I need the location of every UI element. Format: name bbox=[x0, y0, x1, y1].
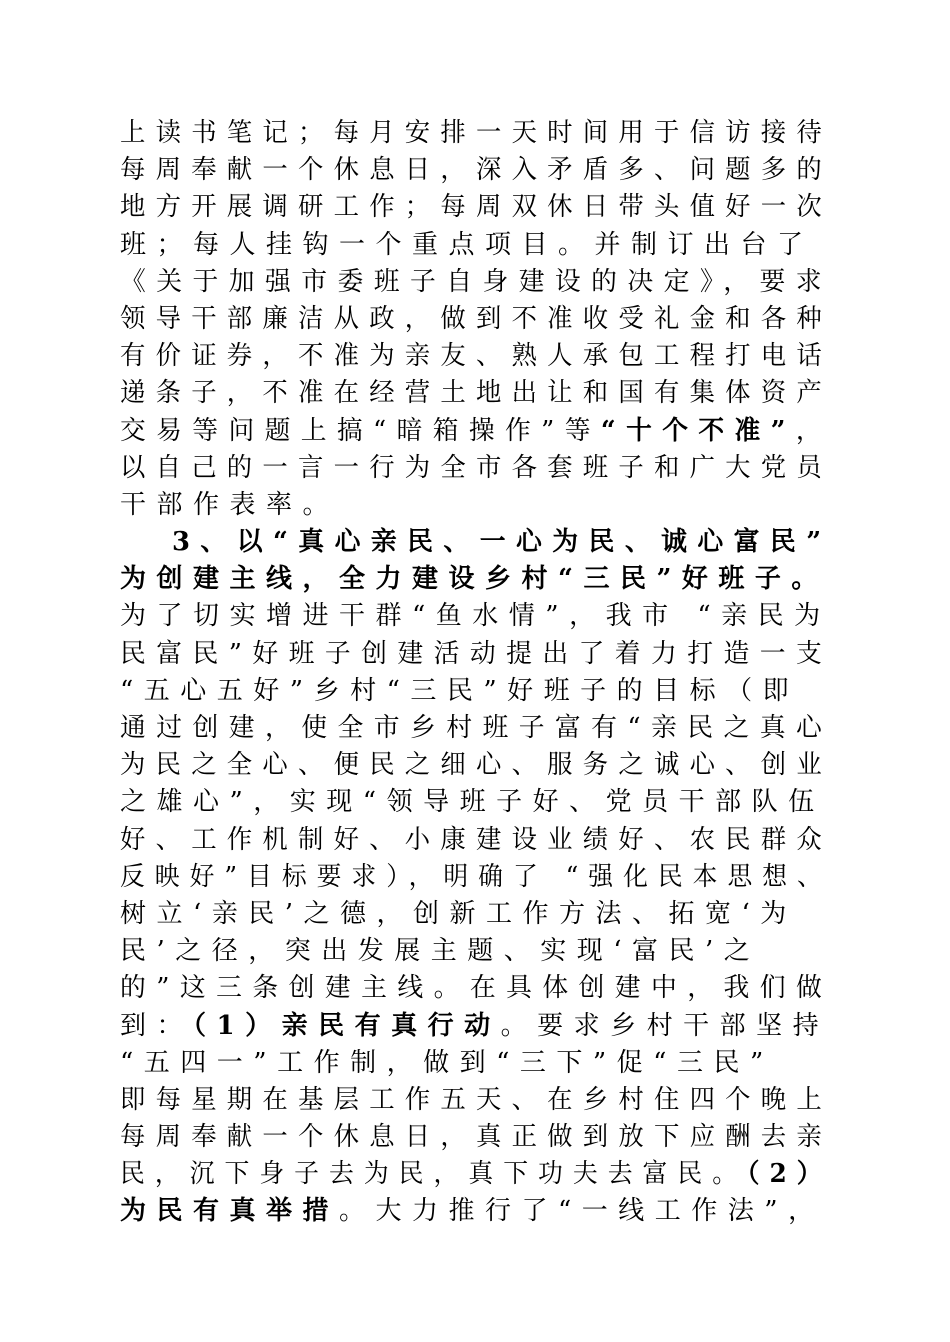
text-line bbox=[120, 933, 832, 970]
text-line bbox=[120, 450, 832, 487]
text-line bbox=[120, 301, 832, 338]
line-text bbox=[172, 524, 832, 561]
line-text bbox=[120, 152, 832, 189]
text-segment: 到： bbox=[120, 1010, 194, 1041]
line-text bbox=[120, 747, 832, 784]
text-line bbox=[120, 598, 832, 635]
text-line bbox=[120, 338, 832, 375]
line-text bbox=[120, 561, 828, 598]
text-segment: 好、工作机制好、小康建设业绩好、农民群众 bbox=[120, 824, 832, 855]
bold-text-segment: “十个不准” bbox=[600, 415, 796, 446]
text-line bbox=[120, 115, 832, 152]
line-text bbox=[120, 636, 832, 673]
text-line bbox=[120, 1193, 832, 1230]
text-line bbox=[120, 1082, 832, 1119]
text-line bbox=[120, 375, 832, 412]
line-text bbox=[120, 784, 825, 821]
text-segment: “五四一”工作制，做到“三下”促“三民” bbox=[120, 1047, 774, 1078]
bold-text-segment: （2） bbox=[747, 1159, 832, 1190]
text-segment: 以自己的一言一行为全市各套班子和广大党员 bbox=[120, 452, 832, 483]
text-segment: 民富民”好班子创建活动提出了着力打造一支 bbox=[120, 638, 833, 669]
line-text bbox=[120, 673, 799, 710]
text-segment: 通过创建，使全市乡村班子富有“亲民之真心 bbox=[120, 713, 833, 743]
text-line bbox=[120, 1119, 832, 1156]
text-line bbox=[120, 1008, 832, 1045]
text-segment: 树立‘亲民’之德，创新工作方法、拓宽‘为 bbox=[120, 898, 797, 929]
line-text bbox=[120, 970, 832, 1007]
body-text bbox=[120, 115, 832, 1231]
bold-text-segment: 3、以“真心亲民、一心为民、诚心富民” bbox=[172, 527, 832, 558]
line-text bbox=[120, 933, 760, 970]
line-text bbox=[120, 1008, 829, 1045]
text-segment: 民’之径，突出发展主题、实现‘富民’之 bbox=[120, 936, 761, 967]
line-text bbox=[120, 450, 832, 487]
text-segment: 班；每人挂钩一个重点项目。并制订出台了 bbox=[120, 229, 814, 260]
text-line bbox=[120, 822, 832, 859]
text-segment: 的”这三条创建主线。在具体创建中，我们做 bbox=[120, 973, 833, 1004]
text-line bbox=[120, 1156, 832, 1193]
bold-text-segment: 为创建主线，全力建设乡村“三民”好班子。 bbox=[120, 564, 828, 595]
text-line bbox=[120, 859, 832, 896]
text-line bbox=[120, 636, 832, 673]
line-text bbox=[120, 1045, 774, 1082]
text-line bbox=[120, 487, 832, 524]
line-text bbox=[120, 598, 831, 635]
line-text bbox=[120, 710, 832, 747]
text-segment: 即每星期在基层工作五天、在乡村住四个晚上 bbox=[120, 1084, 832, 1115]
text-segment: 民，沉下身子去为民，真下功夫去富民。 bbox=[120, 1159, 748, 1190]
text-segment: 地方开展调研工作；每周双休日带头值好一次 bbox=[120, 192, 832, 223]
line-text bbox=[120, 1082, 832, 1119]
line-text bbox=[120, 301, 832, 338]
text-segment: 《关于加强市委班子自身建设的决定》，要求 bbox=[120, 266, 832, 297]
text-segment: 有价证券，不准为亲友、熟人承包工程打电话 bbox=[120, 341, 832, 372]
bold-text-segment: （1）亲民有真行动 bbox=[193, 1010, 501, 1041]
text-segment: 每周奉献一个休息日，深入矛盾多、问题多的 bbox=[120, 155, 832, 186]
line-text bbox=[120, 375, 832, 412]
line-text bbox=[120, 227, 814, 264]
text-line bbox=[120, 747, 832, 784]
text-segment: 交易等问题上搞“暗箱操作”等 bbox=[120, 415, 601, 446]
line-text bbox=[120, 413, 832, 450]
line-text bbox=[120, 1119, 832, 1156]
text-line bbox=[120, 227, 832, 264]
line-text bbox=[120, 1193, 825, 1230]
text-segment: 递条子，不准在经营土地出让和国有集体资产 bbox=[120, 378, 832, 409]
text-line bbox=[120, 896, 832, 933]
text-line bbox=[120, 189, 832, 226]
text-segment: ， bbox=[795, 415, 833, 446]
text-segment: 为了切实增进干群“鱼水情”，我市 “亲民为 bbox=[120, 601, 831, 632]
text-segment: “五心五好”乡村“三民”好班子的目标（即 bbox=[120, 675, 800, 706]
text-line bbox=[120, 970, 832, 1007]
line-text bbox=[120, 896, 797, 933]
line-text bbox=[120, 859, 832, 896]
line-text bbox=[120, 189, 832, 226]
section-heading-line bbox=[120, 561, 832, 598]
text-segment: 上读书笔记；每月安排一天时间用于信访接待 bbox=[120, 118, 832, 148]
text-line bbox=[120, 784, 832, 821]
bold-text-segment: 为民有真举措 bbox=[120, 1196, 340, 1227]
line-text bbox=[120, 264, 832, 301]
text-line bbox=[120, 413, 832, 450]
text-segment: 每周奉献一个休息日，真正做到放下应酬去亲 bbox=[120, 1122, 832, 1153]
text-segment: 之雄心”，实现“领导班子好、党员干部队伍 bbox=[120, 787, 825, 818]
text-line bbox=[120, 264, 832, 301]
text-segment: 干部作表率。 bbox=[120, 489, 340, 520]
text-segment: 。大力推行了“一线工作法”， bbox=[339, 1196, 825, 1227]
text-segment: 为民之全心、便民之细心、服务之诚心、创业 bbox=[120, 750, 832, 781]
text-segment: 反映好”目标要求），明确了 “强化民本思想、 bbox=[120, 861, 832, 892]
line-text bbox=[120, 115, 832, 152]
text-line bbox=[120, 673, 832, 710]
line-text bbox=[120, 487, 339, 524]
text-line bbox=[120, 710, 832, 747]
line-text bbox=[120, 822, 832, 859]
text-line bbox=[120, 152, 832, 189]
line-text bbox=[120, 338, 832, 375]
line-text bbox=[120, 1156, 832, 1193]
section-heading-line bbox=[120, 524, 832, 561]
text-segment: 领导干部廉洁从政，做到不准收受礼金和各种 bbox=[120, 303, 832, 334]
text-segment: 。要求乡村干部坚持 bbox=[500, 1010, 830, 1041]
text-line bbox=[120, 1045, 832, 1082]
